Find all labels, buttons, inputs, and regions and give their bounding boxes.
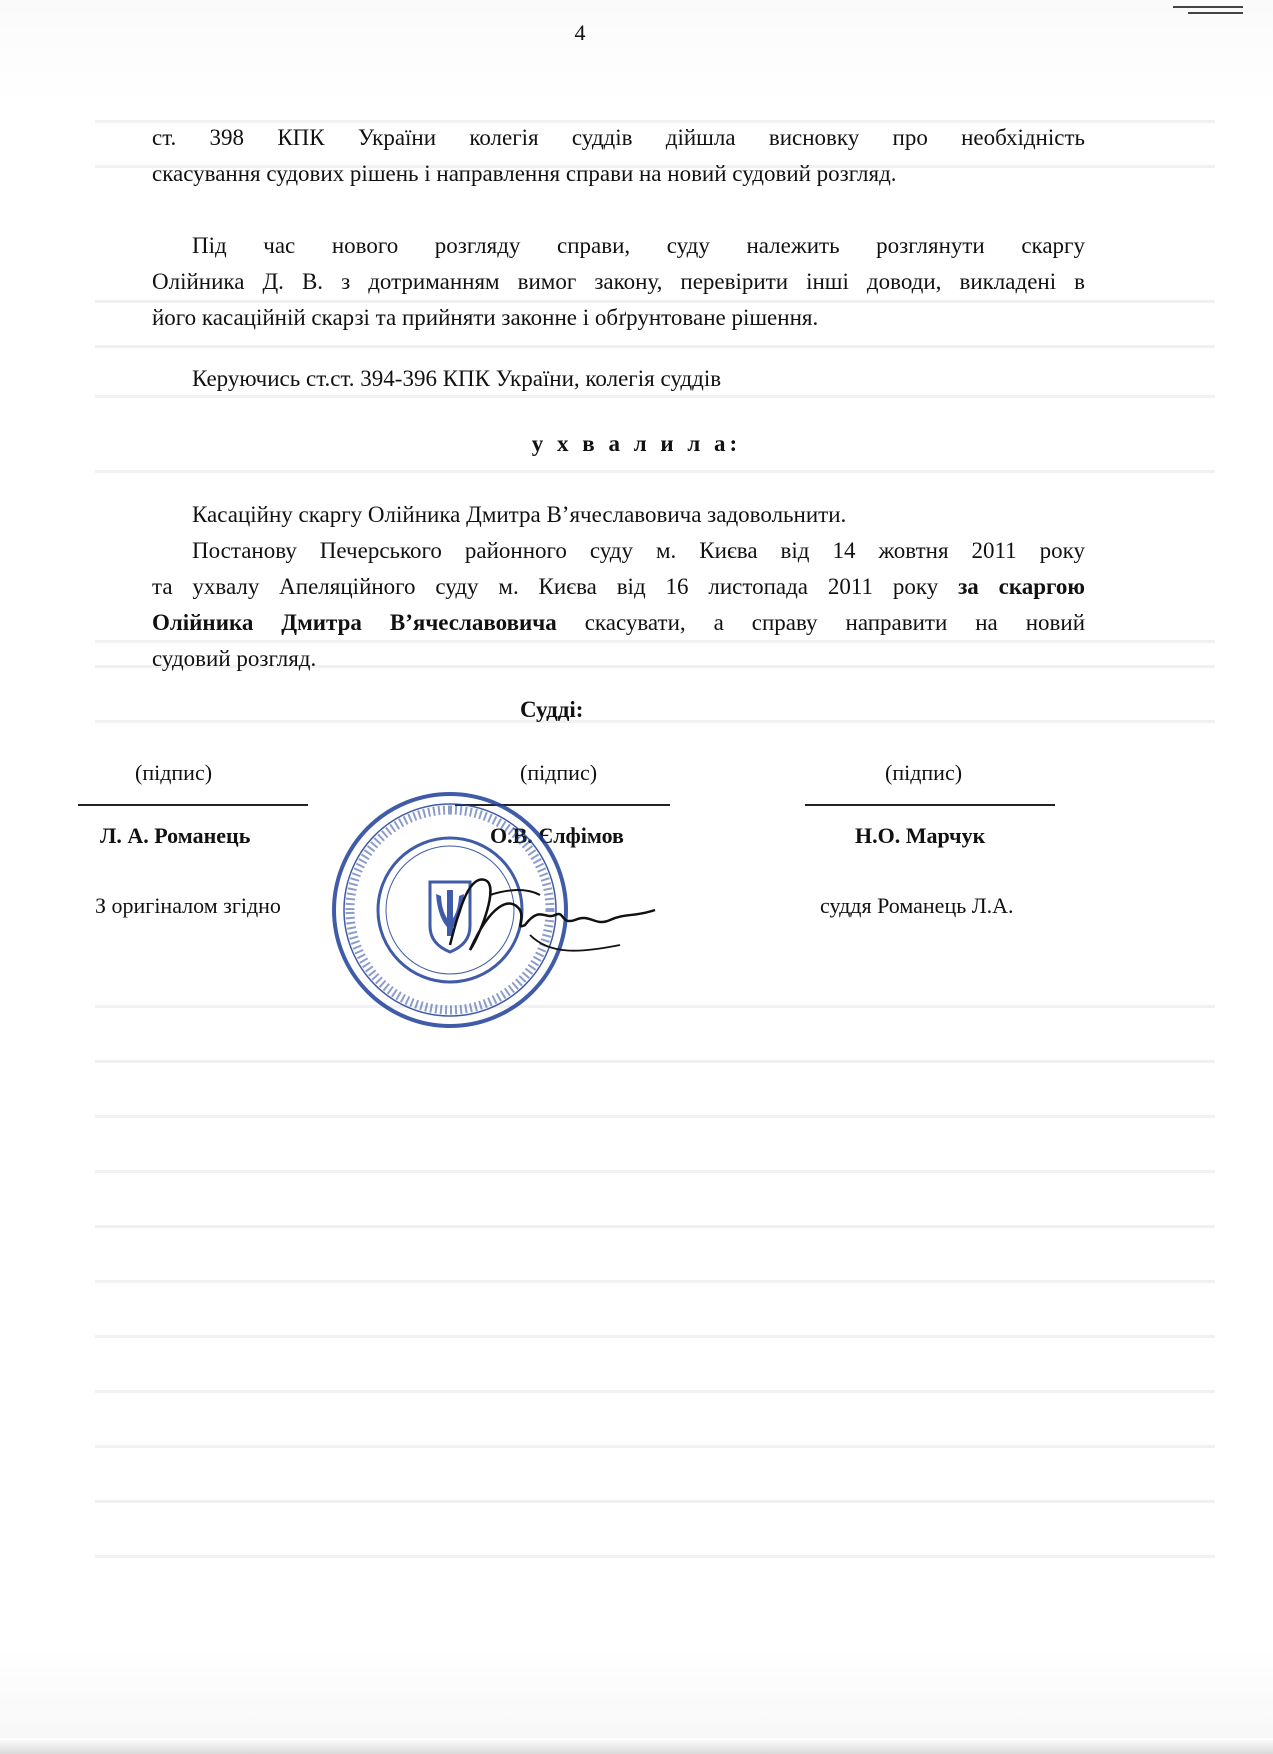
judge-name: Н.О. Марчук bbox=[855, 823, 986, 848]
text-segment-bold: Олійника Дмитра В’ячеславовича bbox=[152, 610, 557, 635]
signature-label: (підпис) bbox=[135, 760, 213, 785]
judge-name: О.В. Єлфімов bbox=[490, 823, 624, 848]
text-line: скасування судових рішень і направлення справи на новий судовий розгляд. bbox=[152, 161, 897, 186]
bleed-through-line bbox=[95, 1555, 1215, 1558]
page-number: 4 bbox=[574, 20, 586, 45]
text-line: Постанову Печерського районного суду м. Києва від 14 жовтня 2011 року bbox=[192, 538, 1085, 563]
bleed-through-line bbox=[95, 1280, 1215, 1283]
bleed-through-line bbox=[95, 345, 1215, 348]
signature-label: (підпис) bbox=[520, 760, 598, 785]
text-segment-bold: за скаргою bbox=[958, 574, 1086, 599]
bleed-through-line bbox=[95, 1390, 1215, 1393]
bleed-through-line bbox=[95, 720, 1215, 723]
bleed-through-line bbox=[95, 1170, 1215, 1173]
ruling-item-cancel-decisions bbox=[152, 533, 1085, 677]
certification-text: З оригіналом згідно bbox=[95, 893, 281, 918]
bleed-through-line bbox=[95, 1500, 1215, 1503]
text-line bbox=[152, 569, 1085, 605]
ruling-heading: у х в а л и л а: bbox=[531, 431, 742, 456]
signature-line bbox=[78, 804, 308, 806]
bleed-through-line bbox=[95, 1225, 1215, 1228]
bleed-through-line bbox=[95, 1060, 1215, 1063]
bleed-through-line bbox=[95, 470, 1215, 473]
page-bottom-edge bbox=[0, 1738, 1273, 1754]
text-line: судовий розгляд. bbox=[152, 646, 317, 671]
ruling-item-satisfy-appeal: Касаційну скаргу Олійника Дмитра В’ячеславовича задовольнити. bbox=[192, 502, 847, 527]
bleed-through-line bbox=[95, 1115, 1215, 1118]
paragraph-conclusion bbox=[152, 120, 1085, 192]
signature-label: (підпис) bbox=[885, 760, 963, 785]
paragraph-legal-basis: Керуючись ст.ст. 394-396 КПК України, колегія суддів bbox=[192, 366, 722, 391]
text-segment: та ухвалу Апеляційного суду м. Києва від 16 листопада 2011 року bbox=[152, 574, 959, 599]
bleed-through-line bbox=[95, 1335, 1215, 1338]
signature-line bbox=[805, 804, 1055, 806]
text-line: Під час нового розгляду справи, суду належить розглянути скаргу bbox=[192, 233, 1085, 258]
judge-name: Л. А. Романець bbox=[100, 823, 251, 848]
paragraph-retrial-instructions bbox=[152, 228, 1085, 336]
handwritten-signature bbox=[430, 865, 660, 965]
corner-marks bbox=[1173, 6, 1243, 16]
bleed-through-line bbox=[95, 1005, 1215, 1008]
judges-title: Судді: bbox=[520, 697, 584, 722]
text-line: Олійника Д. В. з дотриманням вимог закону, перевірити інші доводи, викладені в bbox=[152, 269, 1085, 294]
bleed-through-line bbox=[95, 1445, 1215, 1448]
text-line: ст. 398 КПК України колегія суддів дійшла висновку про необхідність bbox=[152, 125, 1085, 150]
text-segment: скасувати, а справу направити на новий bbox=[556, 610, 1085, 635]
text-line bbox=[152, 605, 1085, 641]
certification-judge: суддя Романець Л.А. bbox=[820, 893, 1014, 918]
text-line: його касаційній скарзі та прийняти законне і обґрунтоване рішення. bbox=[152, 305, 819, 330]
